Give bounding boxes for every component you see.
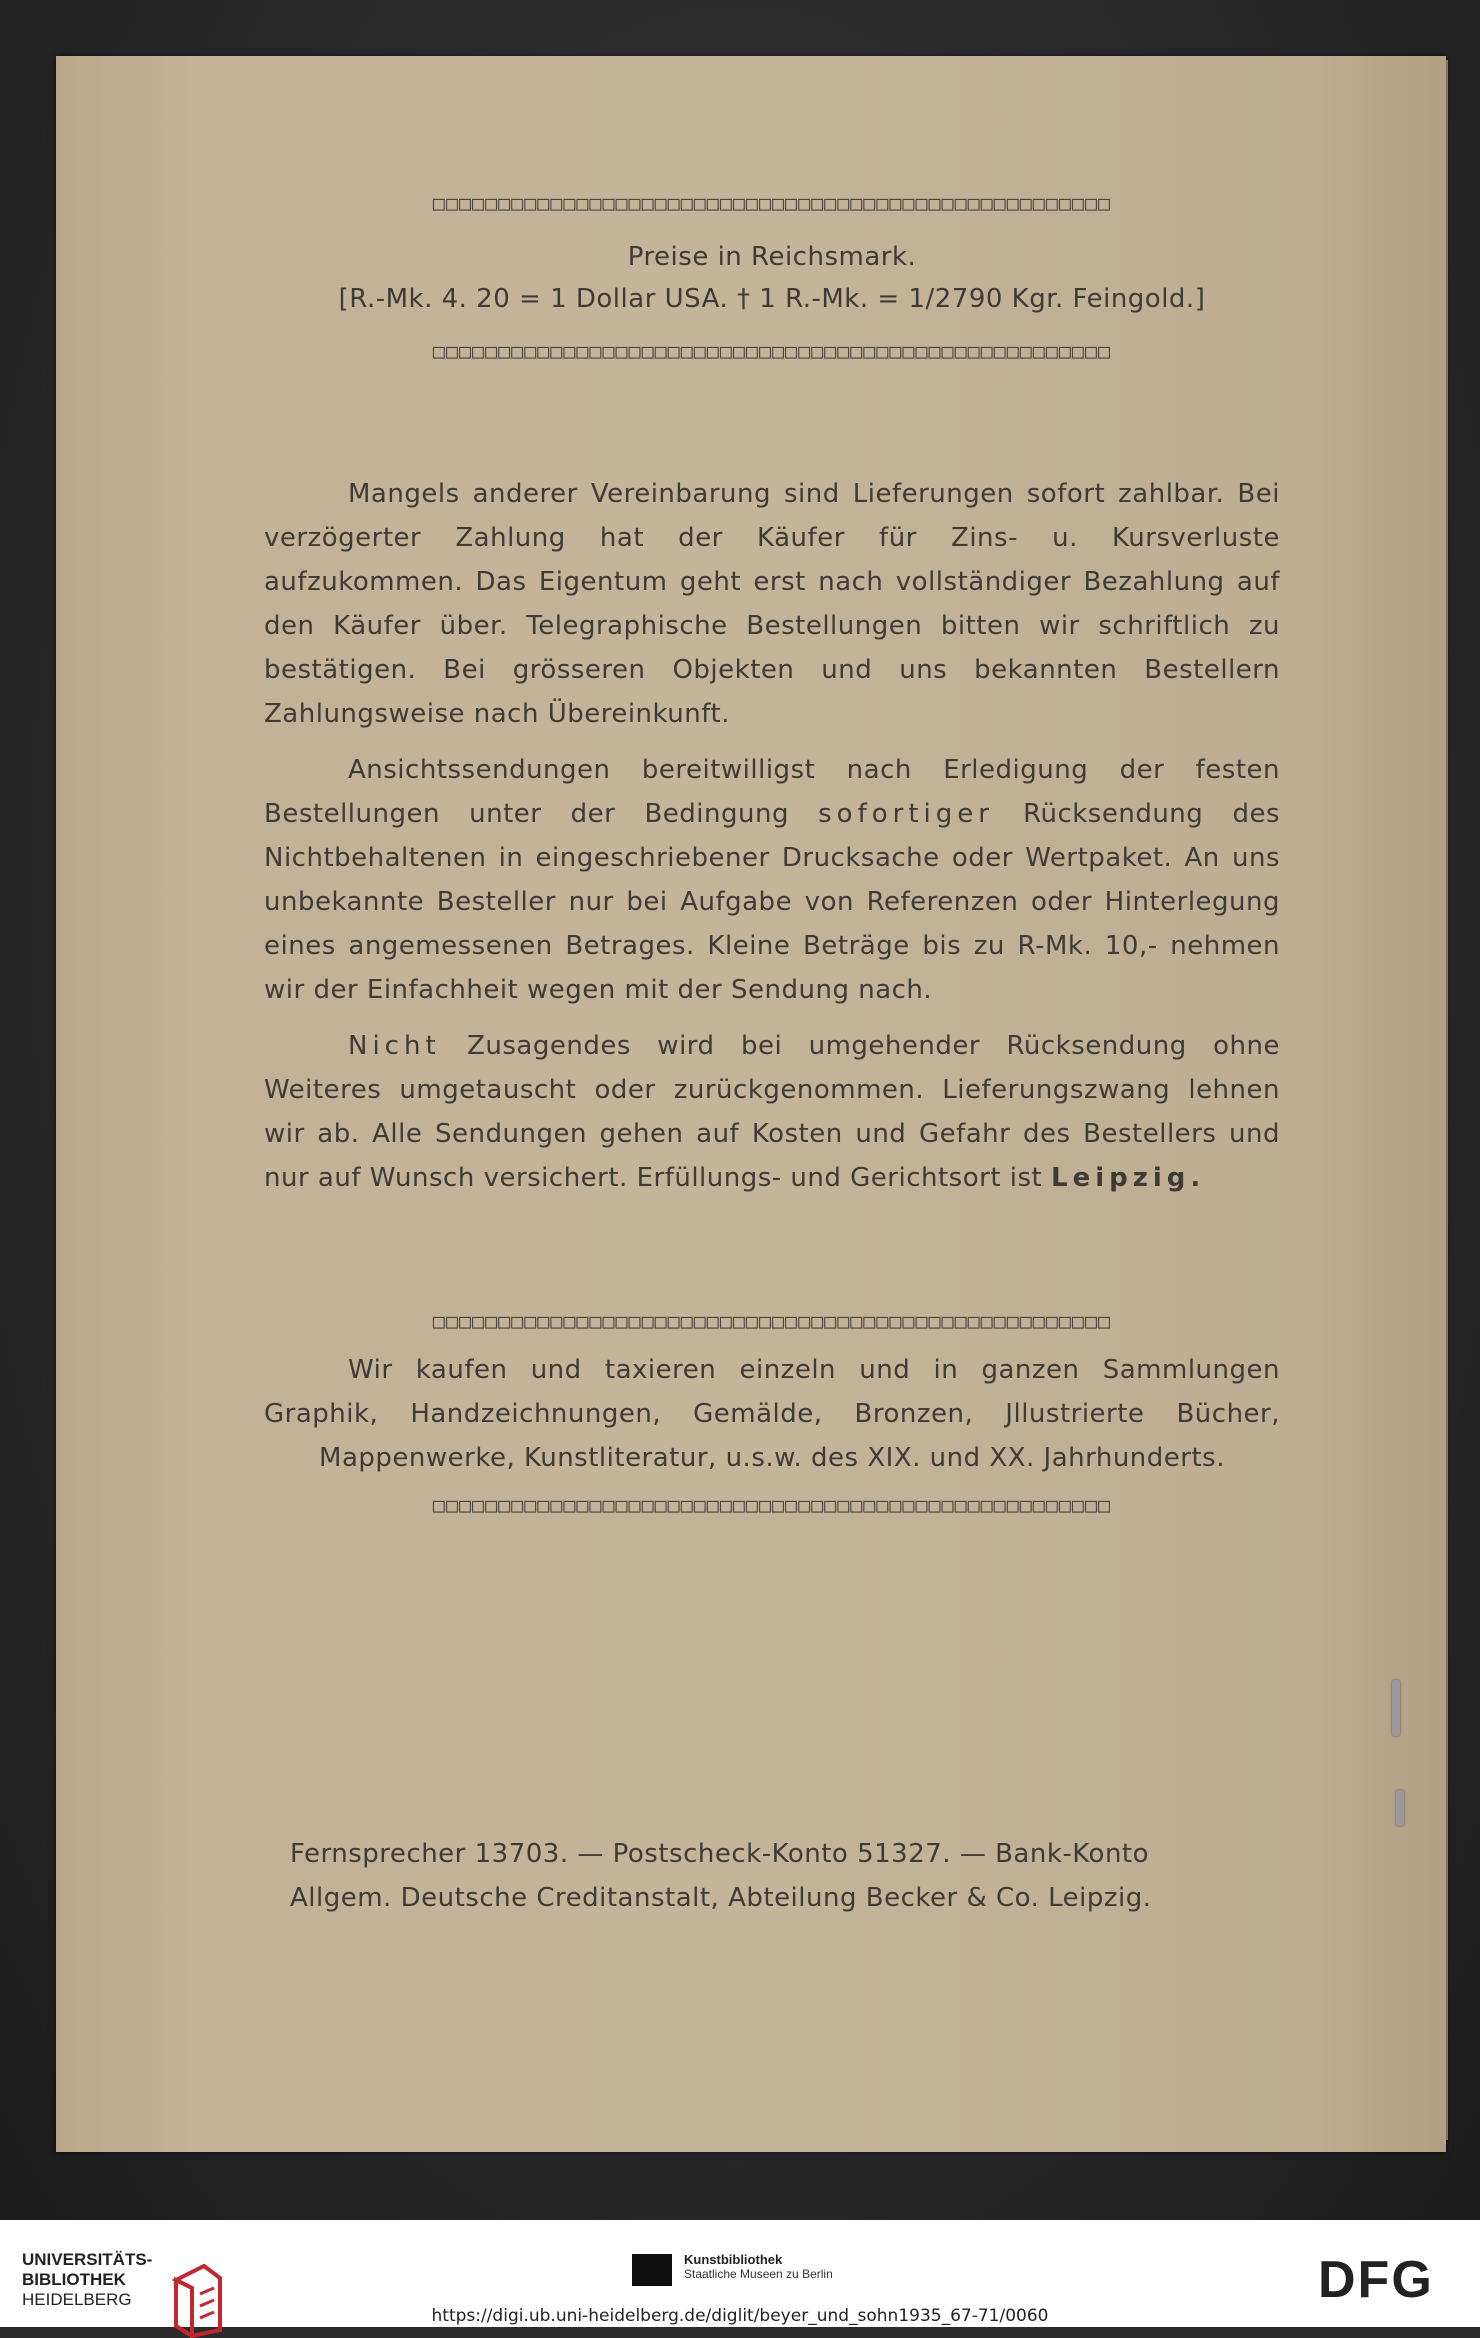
contact-block [290,1832,1250,1920]
ub-logo-line1: UNIVERSITÄTS- [22,2250,153,2269]
terms-approval-emphasis: sofortiger [818,799,994,829]
terms-approval-shipments [264,748,1280,1012]
terms-payment: Mangels anderer Vereinbarung sind Lieferungen sofort zahlbar. Bei verzögerter Zahlung hat der Käufer für Zins- u. Kursverluste aufzukommen. Das Eigentum geht erst nach vollständiger Bezahlung auf den Käufer über. Telegraphische Bestellungen bitten wir schriftlich zu bestätigen. Bei grösseren Objekten und uns bekannten Bestellern Zahlungsweise nach Übereinkunft. [264,479,1280,729]
ornament-rule-top: □□□□□□□□□□□□□□□□□□□□□□□□□□□□□□□□□□□□□□□□□□□□□□□□□□□□ [432,191,1112,215]
terms-returns-text: Zusagendes wird bei umgehender Rücksendung ohne Weiteres umgetauscht oder zurückgenommen. Lieferungszwang lehnen wir ab. Alle Sendungen gehen auf Kosten und Gefahr des Bestellers und nur auf Wunsch versichert. Erfüllungs- und Gerichtsort ist [264,1031,1280,1193]
dfg-logo[interactable]: DFG [1318,2251,1434,2309]
staple-bottom [1396,1790,1404,1826]
terms-returns [264,1024,1280,1200]
kunstbibliothek-text [684,2252,833,2281]
ornament-rule-header-bottom: □□□□□□□□□□□□□□□□□□□□□□□□□□□□□□□□□□□□□□□□□□□□□□□□□□□□ [432,339,1112,363]
terms-approval-text-a: Ansichtssendungen bereitwilligst nach Erledigung der festen Bestellungen unter der Bedingung [264,755,1280,829]
kunstbibliothek-mark-icon [632,2254,672,2286]
staple-top [1392,1680,1400,1736]
terms-approval-text-b: Rücksendung des Nichtbehaltenen in eingeschriebener Drucksache oder Wertpaket. An uns unbekannte Besteller nur bei Aufgabe von Referenzen oder Hinterlegung eines angemessenen Betrages. Kleine Beträge bis zu R-Mk. 10,- nehmen wir der Einfachheit wegen mit der Sendung nach. [264,799,1280,1005]
price-title: Preise in Reichsmark. [627,242,917,272]
ub-logo-line2: BIBLIOTHEK [22,2270,126,2289]
ub-logo-line3: HEIDELBERG [22,2290,132,2309]
contact-bank: Allgem. Deutsche Creditanstalt, Abteilung Becker & Co. Leipzig. [290,1883,1152,1913]
ub-book-icon [170,2260,226,2338]
kunstbibliothek-subtitle: Staatliche Museen zu Berlin [684,2267,833,2281]
ornament-rule-purchase-top: □□□□□□□□□□□□□□□□□□□□□□□□□□□□□□□□□□□□□□□□□□□□□□□□□□□□ [432,1309,1112,1333]
permalink-url[interactable]: https://digi.ub.uni-heidelberg.de/diglit/beyer_und_sohn1935_67-71/0060 [431,2306,1049,2326]
jurisdiction-city: Leipzig. [1051,1163,1206,1193]
ub-heidelberg-logo[interactable] [22,2250,152,2310]
purchase-notice: Wir kaufen und taxieren einzeln und in ganzen Sammlungen Graphik, Handzeichnungen, Gemälde, Bronzen, Jllustrierte Bücher, Mappenwerke, Kunstliteratur, u.s.w. des XIX. und XX. Jahrhunderts. [264,1355,1280,1473]
exchange-rate: [R.-Mk. 4. 20 = 1 Dollar USA. † 1 R.-Mk. = 1/2790 Kgr. Feingold.] [338,284,1206,314]
ornament-rule-purchase-bottom: □□□□□□□□□□□□□□□□□□□□□□□□□□□□□□□□□□□□□□□□□□□□□□□□□□□□ [432,1493,1112,1517]
contact-phone-accounts: Fernsprecher 13703. — Postscheck-Konto 51327. — Bank-Konto [290,1839,1150,1869]
kunstbibliothek-title: Kunstbibliothek [684,2252,783,2267]
viewer-footer [0,2220,1480,2327]
terms-returns-emphasis: Nicht [348,1031,441,1061]
document-text [264,190,1280,1518]
